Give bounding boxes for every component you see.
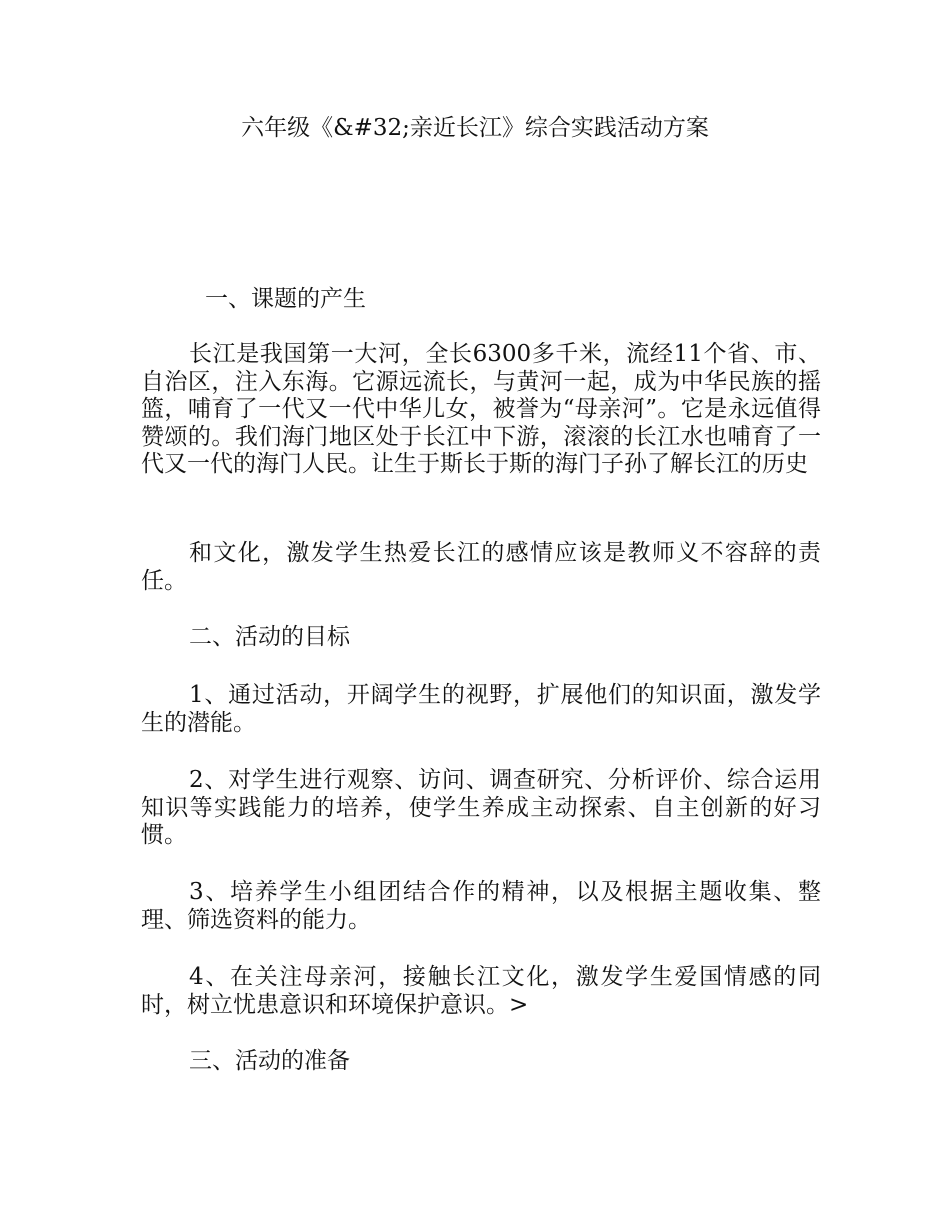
section-heading-activity-goals: 二、活动的目标 — [189, 624, 350, 650]
goal-item: 2、对学生进行观察、访问、调查研究、分析评价、综合运用知识等实践能力的培养，使学生养成主动探索、自主创新的好习惯。 — [141, 767, 821, 848]
paragraph-topic-origin-1: 长江是我国第一大河，全长6300多千米，流经11个省、市、自治区，注入东海。它源远流长，与黄河一起，成为中华民族的摇篮，哺育了一代又一代中华儿女，被誉为“母亲河”。它是永远值得赞颂的。我们海门地区处于长江中下游，滚滚的长江水也哺育了一代又一代的海门人民。让生于斯长于斯的海门子孙了解长江的历史 — [141, 341, 821, 477]
goal-item: 3、培养学生小组团结合作的精神，以及根据主题收集、整理、筛选资料的能力。 — [141, 879, 821, 933]
goal-item: 4、在关注母亲河，接触长江文化，激发学生爱国情感的同时，树立忧患意识和环境保护意识。> — [141, 964, 821, 1018]
section-heading-topic-origin: 一、课题的产生 — [205, 286, 366, 312]
paragraph-topic-origin-2: 和文化，激发学生热爱长江的感情应该是教师义不容辞的责任。 — [141, 540, 821, 594]
section-heading-activity-preparation: 三、活动的准备 — [189, 1048, 350, 1074]
goal-item: 1、通过活动，开阔学生的视野，扩展他们的知识面，激发学生的潜能。 — [141, 682, 821, 736]
document-title: 六年级《&#32;亲近长江》综合实践活动方案 — [241, 115, 709, 141]
